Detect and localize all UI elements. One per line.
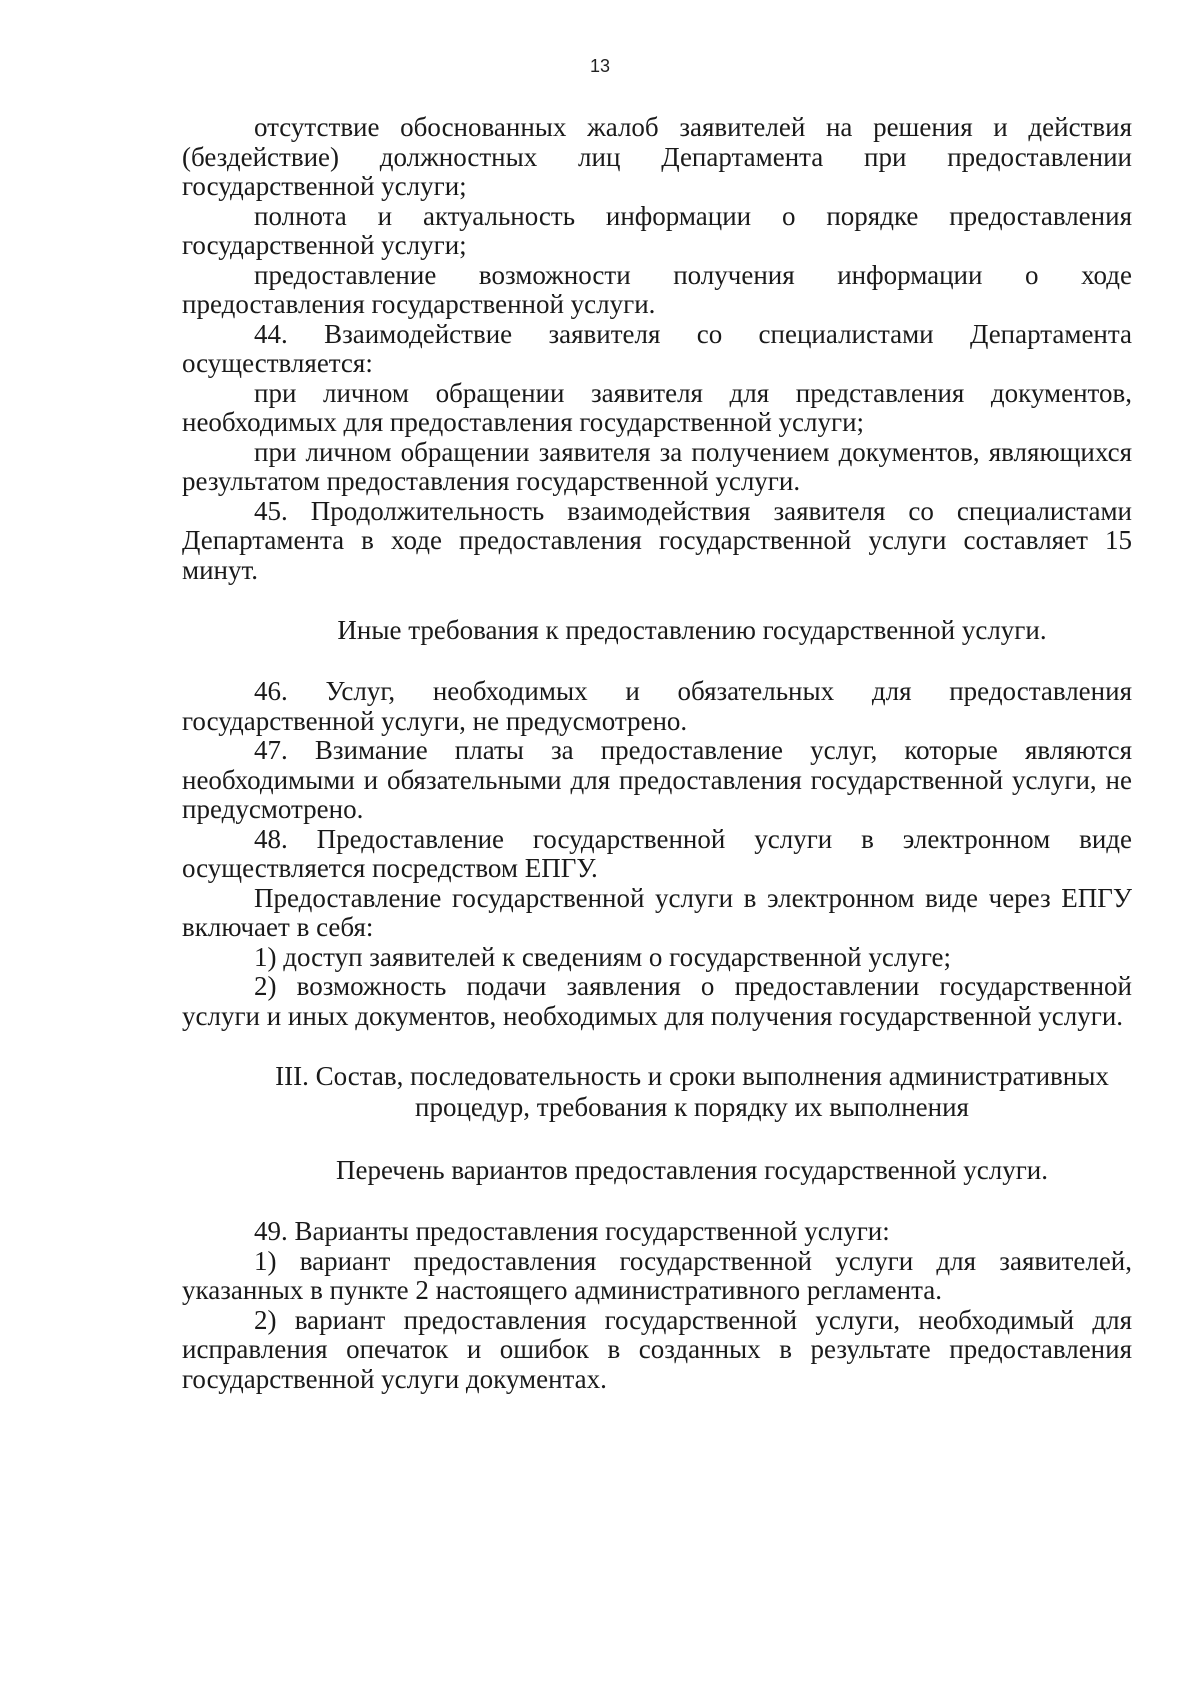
spacer <box>182 1123 1132 1155</box>
section-heading-variants: Перечень вариантов предоставления государственной услуги. <box>336 1155 1048 1185</box>
chapter-heading-line-1: III. Состав, последовательность и сроки выполнения административных <box>275 1061 1109 1091</box>
section-heading-other-requirements: Иные требования к предоставлению государственной услуги. <box>337 615 1047 645</box>
chapter-heading-line-2: процедур, требования к порядку их выполнения <box>415 1092 969 1122</box>
document-body <box>182 113 1132 1394</box>
list-item: 2) возможность подачи заявления о предоставлении государственной услуги и иных документов, необходимых для получения государственной услуги. <box>182 971 1132 1031</box>
list-item: 1) доступ заявителей к сведениям о государственной услуге; <box>254 941 952 972</box>
paragraph: отсутствие обоснованных жалоб заявителей на решения и действия (бездействие) должностных лиц Департамента при предоставлении государственной услуги; <box>182 112 1132 201</box>
list-item: 2) вариант предоставления государственной услуги, необходимый для исправления опечаток и ошибок в созданных в результате предоставления государственной услуги документах. <box>182 1304 1132 1394</box>
list-item: 1) вариант предоставления государственной услуги для заявителей, указанных в пункте 2 настоящего административного регламента. <box>182 1245 1132 1305</box>
paragraph-46: 46. Услуг, необходимых и обязательных для предоставления государственной услуги, не предусмотрено. <box>182 676 1132 736</box>
paragraph: полнота и актуальность информации о порядке предоставления государственной услуги; <box>182 200 1132 260</box>
paragraph-49: 49. Варианты предоставления государственной услуги: <box>254 1216 890 1246</box>
spacer <box>182 1031 1132 1061</box>
paragraph: при личном обращении заявителя за получением документов, являющихся результатом предоставления государственной услуги. <box>182 436 1132 496</box>
paragraph-48: 48. Предоставление государственной услуги в электронном виде осуществляется посредством ЕПГУ. <box>182 823 1132 883</box>
paragraph: при личном обращении заявителя для представления документов, необходимых для предоставления государственной услуги; <box>182 377 1132 437</box>
spacer <box>182 1186 1132 1217</box>
spacer <box>182 585 1132 615</box>
spacer <box>182 646 1132 677</box>
paragraph-44: 44. Взаимодействие заявителя со специалистами Департамента осуществляется: <box>182 318 1132 378</box>
paragraph: Предоставление государственной услуги в электронном виде через ЕПГУ включает в себя: <box>182 882 1132 942</box>
paragraph-45: 45. Продолжительность взаимодействия заявителя со специалистами Департамента в ходе предоставления государственной услуги составляет 15 минут. <box>182 495 1132 585</box>
paragraph-47: 47. Взимание платы за предоставление услуг, которые являются необходимыми и обязательными для предоставления государственной услуги, не предусмотрено. <box>182 735 1132 824</box>
paragraph: предоставление возможности получения информации о ходе предоставления государственной услуги. <box>182 259 1132 319</box>
page-number: 13 <box>589 56 611 76</box>
